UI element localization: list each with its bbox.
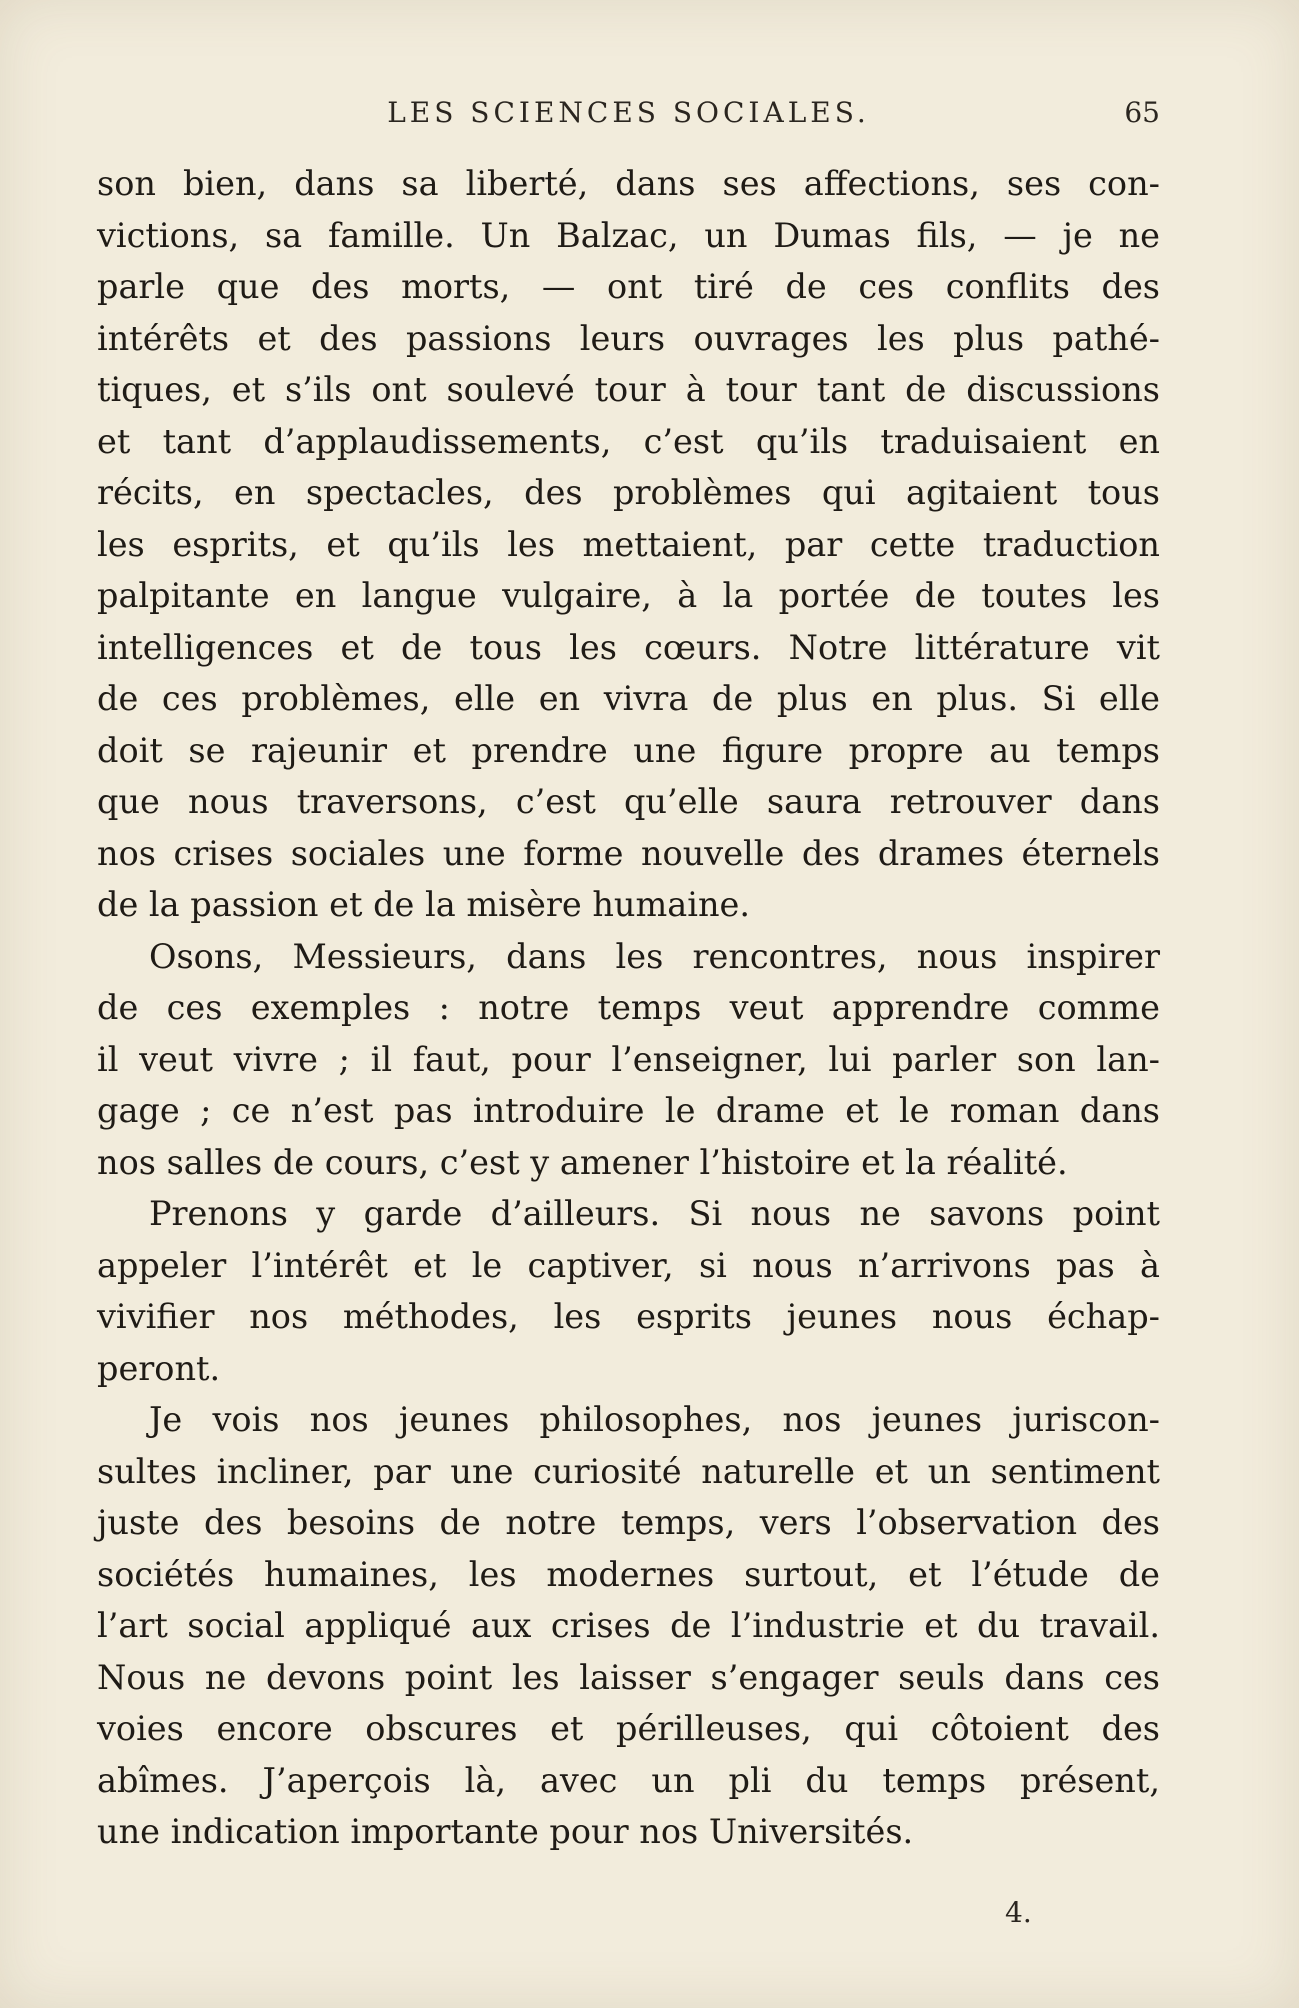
text-line: de la passion et de la misère humaine. bbox=[97, 885, 750, 924]
paragraph bbox=[97, 931, 1160, 1189]
text-line: juste des besoins de notre temps, vers l’observation des bbox=[97, 1503, 1160, 1542]
text-line: appeler l’intérêt et le captiver, si nous n’arrivons pas à bbox=[97, 1245, 1160, 1285]
text-line: il veut vivre ; il faut, pour l’enseigner, lui parler son lan- bbox=[97, 1039, 1160, 1079]
text-line: vivifier nos méthodes, les esprits jeunes nous échap- bbox=[97, 1297, 1160, 1336]
page-number: 65 bbox=[1124, 96, 1160, 129]
text-line: victions, sa famille. Un Balzac, un Dumas fils, — je ne bbox=[97, 215, 1160, 255]
text-line: récits, en spectacles, des problèmes qui agitaient tous bbox=[97, 473, 1160, 512]
text-line: et tant d’applaudissements, c’est qu’ils traduisaient en bbox=[97, 421, 1160, 461]
text-line: abîmes. J’aperçois là, avec un pli du temps présent, bbox=[97, 1760, 1160, 1800]
signature-mark: 4. bbox=[1005, 1896, 1032, 1929]
text-line: une indication importante pour nos Universités. bbox=[97, 1812, 914, 1851]
paragraph bbox=[97, 1188, 1160, 1394]
text-line: que nous traversons, c’est qu’elle saura retrouver dans bbox=[97, 782, 1160, 821]
text-line: de ces problèmes, elle en vivra de plus en plus. Si elle bbox=[97, 679, 1160, 718]
text-line: intelligences et de tous les cœurs. Notre littérature vit bbox=[97, 627, 1160, 667]
text-line: sultes incliner, par une curiosité naturelle et un sentiment bbox=[97, 1451, 1160, 1491]
text-line: intérêts et des passions leurs ouvrages les plus pathé- bbox=[97, 318, 1160, 358]
text-line: sociétés humaines, les modernes surtout, et l’étude de bbox=[97, 1554, 1160, 1594]
text-line: son bien, dans sa liberté, dans ses affections, ses con- bbox=[97, 164, 1160, 203]
text-line: nos salles de cours, c’est y amener l’histoire et la réalité. bbox=[97, 1142, 1068, 1182]
text-line: palpitante en langue vulgaire, à la portée de toutes les bbox=[97, 576, 1160, 615]
text-line: gage ; ce n’est pas introduire le drame et le roman dans bbox=[97, 1091, 1160, 1130]
text-line: parle que des morts, — ont tiré de ces conflits des bbox=[97, 267, 1160, 306]
text-line: l’art social appliqué aux crises de l’industrie et du travail. bbox=[97, 1606, 1160, 1645]
text-line: Nous ne devons point les laisser s’engager seuls dans ces bbox=[97, 1657, 1160, 1697]
page-header bbox=[97, 96, 1160, 146]
text-line: de ces exemples : notre temps veut apprendre comme bbox=[97, 988, 1160, 1027]
text-line: peront. bbox=[97, 1348, 221, 1388]
text-line: doit se rajeunir et prendre une figure propre au temps bbox=[97, 730, 1160, 770]
text-line: Je vois nos jeunes philosophes, nos jeunes juriscon- bbox=[149, 1400, 1160, 1439]
paragraph bbox=[97, 1394, 1160, 1858]
text-line: tiques, et s’ils ont soulevé tour à tour tant de discussions bbox=[97, 370, 1160, 409]
running-title: LES SCIENCES SOCIALES. bbox=[387, 96, 870, 129]
text-line: Osons, Messieurs, dans les rencontres, nous inspirer bbox=[149, 936, 1160, 976]
text-line: voies encore obscures et périlleuses, qui côtoient des bbox=[97, 1709, 1160, 1748]
body-text bbox=[97, 158, 1160, 1858]
text-line: Prenons y garde d’ailleurs. Si nous ne savons point bbox=[149, 1194, 1160, 1233]
text-line: les esprits, et qu’ils les mettaient, par cette traduction bbox=[97, 524, 1160, 564]
paragraph bbox=[97, 158, 1160, 931]
text-line: nos crises sociales une forme nouvelle des drames éternels bbox=[97, 833, 1160, 873]
